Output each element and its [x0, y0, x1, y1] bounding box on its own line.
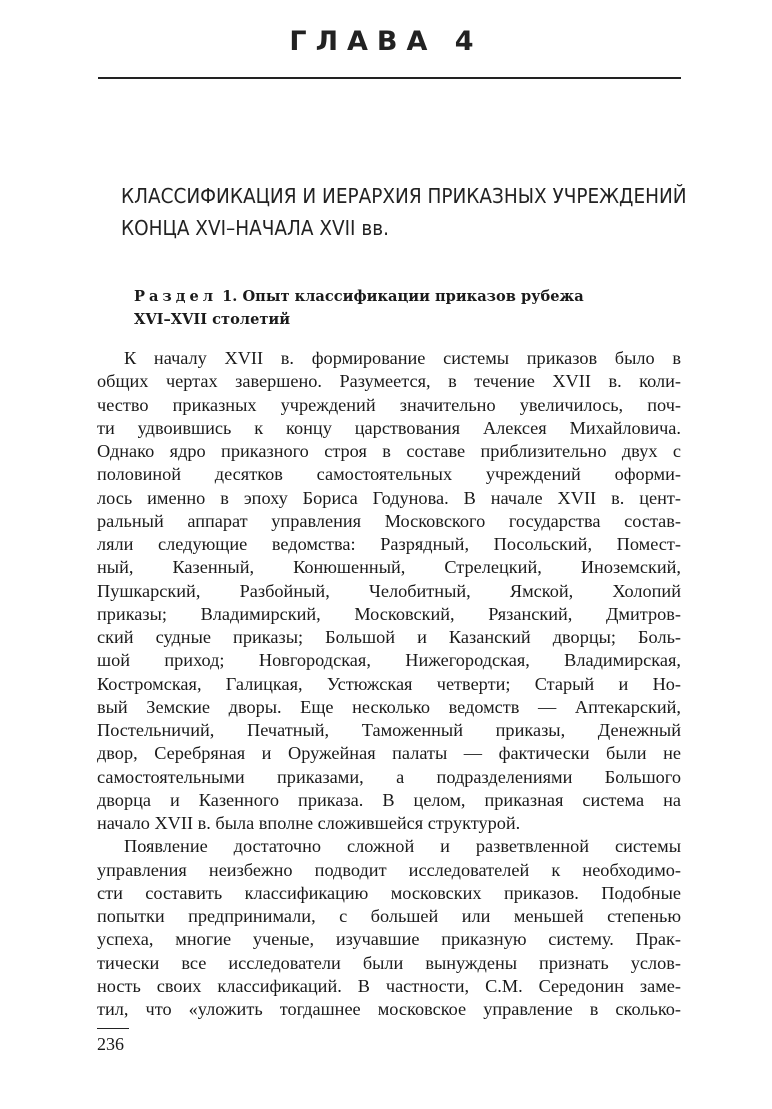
chapter-title-line-2: КОНЦА XVI–НАЧАЛА XVII вв. — [121, 216, 389, 240]
body-line: тически все исследователи были вынуждены признать услов- — [97, 952, 681, 973]
section-title-part-1: 1. Опыт классификации приказов рубежа — [222, 288, 584, 305]
body-line: Костромская, Галицкая, Устюжская четверти; Старый и Но- — [97, 673, 681, 694]
body-line: ный, Казенный, Конюшенный, Стрелецкий, Иноземский, — [97, 557, 681, 578]
body-line: общих чертах завершено. Разумеется, в течение XVII в. коли- — [97, 371, 681, 392]
body-line: К началу XVII в. формирование системы приказов было в — [124, 348, 681, 368]
section-heading-line-1 — [134, 285, 694, 308]
body-line: двор, Серебряная и Оружейная палаты — фактически были не — [97, 743, 681, 764]
body-line: самостоятельными приказами, а подразделениями Большого — [97, 766, 681, 787]
body-line: тил, что «уложить тогдашнее московское управление в сколько- — [97, 999, 681, 1019]
chapter-title-line-1: КЛАССИФИКАЦИЯ И ИЕРАРХИЯ ПРИКАЗНЫХ УЧРЕЖДЕНИЙ — [121, 184, 687, 208]
body-text — [97, 347, 681, 1021]
body-line: Постельничий, Печатный, Таможенный приказы, Денежный — [97, 720, 681, 740]
body-line: управления неизбежно подводит исследователей к необходимо- — [97, 859, 681, 880]
body-line: чество приказных учреждений значительно увеличилось, поч- — [97, 394, 681, 415]
body-line: сти составить классификацию московских приказов. Подобные — [97, 882, 681, 903]
body-line: ность своих классификаций. В частности, С.М. Середонин заме- — [97, 975, 681, 996]
body-line: ти удвоившись к концу царствования Алексея Михайловича. — [97, 417, 681, 438]
body-line: ский судные приказы; Большой и Казанский дворцы; Боль- — [97, 627, 681, 647]
body-line: вый Земские дворы. Еще несколько ведомств — Аптекарский, — [97, 696, 681, 717]
body-line: ральный аппарат управления Московского государства состав- — [97, 510, 681, 531]
body-line: приказы; Владимирский, Московский, Рязанский, Дмитров- — [97, 603, 681, 624]
body-line: дворца и Казенного приказа. В целом, приказная система на — [97, 789, 681, 810]
body-line: попытки предпринимали, с большей или меньшей степенью — [97, 906, 681, 926]
body-line: успеха, многие ученые, изучавшие приказную систему. Прак- — [97, 929, 681, 950]
chapter-heading: ГЛАВА 4 — [289, 26, 483, 57]
section-label: Раздел — [134, 288, 218, 305]
chapter-title — [121, 180, 687, 244]
body-line: шой приход; Новгородская, Нижегородская, Владимирская, — [97, 650, 681, 671]
body-line: начало XVII в. была вполне сложившейся структурой. — [97, 813, 521, 833]
section-title-part-2: XVI–XVII столетий — [134, 311, 291, 328]
body-line: Однако ядро приказного строя в составе приблизительно двух с — [97, 441, 681, 461]
footer-rule — [97, 1028, 129, 1029]
header-rule — [98, 77, 681, 79]
body-line: ляли следующие ведомства: Разрядный, Посольский, Помест- — [97, 534, 681, 554]
section-heading — [134, 285, 694, 331]
page-number: 236 — [97, 1034, 124, 1054]
body-line: Пушкарский, Разбойный, Челобитный, Ямской, Холопий — [97, 580, 681, 601]
body-line: лось именно в эпоху Бориса Годунова. В начале XVII в. цент- — [97, 487, 681, 508]
body-line: половиной десятков самостоятельных учреждений оформи- — [97, 464, 681, 485]
body-line: Появление достаточно сложной и разветвленной системы — [124, 836, 681, 857]
